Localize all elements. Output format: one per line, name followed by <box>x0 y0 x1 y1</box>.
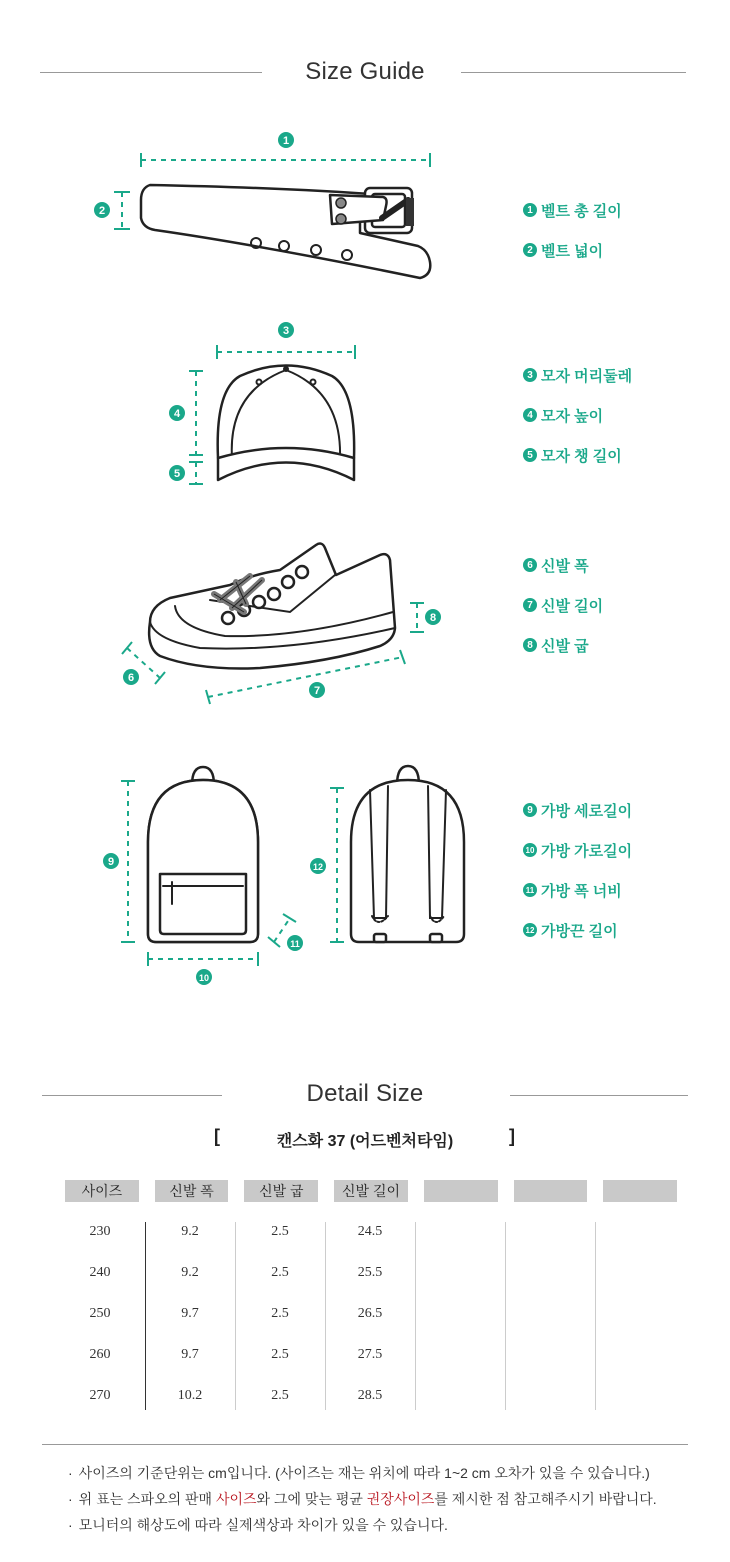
table-body <box>55 1222 685 1427</box>
cell <box>595 1386 685 1427</box>
header-cell-length: 신발 길이 <box>334 1180 408 1202</box>
cell: 25.5 <box>357 1265 383 1280</box>
legend-belt <box>523 190 622 270</box>
marker-10: 10 <box>198 973 210 983</box>
cell: 28.5 <box>357 1388 383 1403</box>
column-divider <box>325 1222 326 1410</box>
cell: 26.5 <box>357 1306 383 1321</box>
size-table <box>55 1180 685 1427</box>
cell: 2.5 <box>271 1347 289 1362</box>
marker-6: 6 <box>127 672 135 684</box>
header-cell-empty <box>603 1180 677 1202</box>
marker-8: 8 <box>429 612 437 624</box>
marker-12: 12 <box>312 862 324 872</box>
legend-item <box>523 190 622 230</box>
marker-1: 1 <box>282 135 290 147</box>
legend-number-icon: 6 <box>523 558 537 572</box>
column-divider <box>235 1222 236 1410</box>
cell: 2.5 <box>271 1224 289 1239</box>
header-cell-heel: 신발 굽 <box>244 1180 318 1202</box>
legend-number-icon: 3 <box>523 368 537 382</box>
table-header <box>55 1180 685 1202</box>
legend-item <box>523 870 632 910</box>
legend-label: 신발 길이 <box>541 597 604 615</box>
note-text: 모니터의 해상도에 따라 실제색상과 차이가 있을 수 있습니다. <box>78 1517 448 1533</box>
legend-item <box>523 545 603 585</box>
cell <box>595 1263 685 1304</box>
cell <box>505 1386 595 1427</box>
detail-size-title: Detail Size <box>306 1080 424 1107</box>
cell: 260 <box>89 1347 111 1362</box>
marker-7: 7 <box>313 685 321 697</box>
note-text: 위 표는 스파오의 판매 <box>78 1491 216 1507</box>
legend-label: 모자 머리둘레 <box>541 367 633 385</box>
legend-label: 신발 폭 <box>541 557 589 575</box>
note-2 <box>68 1488 657 1514</box>
cell <box>505 1345 595 1386</box>
cell: 10.2 <box>177 1388 203 1403</box>
legend-label: 신발 굽 <box>541 637 589 655</box>
header-cell-empty <box>514 1180 588 1202</box>
legend-shoe <box>523 545 603 665</box>
bullet: · <box>68 1491 73 1507</box>
bracket-open: [ <box>214 1126 220 1146</box>
table-row <box>55 1386 685 1427</box>
legend-number-icon: 12 <box>523 923 537 937</box>
bullet: · <box>68 1465 73 1481</box>
note-text: 사이즈의 기준단위는 cm입니다. (사이즈는 재는 위치에 따라 1~2 cm 오차가 있을 수 있습니다.) <box>78 1465 650 1481</box>
cell: 2.5 <box>271 1388 289 1403</box>
marker-9: 9 <box>107 856 115 868</box>
header-cell-empty <box>424 1180 498 1202</box>
legend-item <box>523 830 632 870</box>
legend-label: 가방 가로길이 <box>541 842 633 860</box>
table-row <box>55 1263 685 1304</box>
backpack-front-illustration <box>121 767 296 966</box>
cell: 230 <box>89 1224 111 1239</box>
table-row <box>55 1304 685 1345</box>
legend-number-icon: 4 <box>523 408 537 422</box>
legend-label: 가방끈 길이 <box>541 922 618 940</box>
bullet: · <box>68 1517 73 1533</box>
belt-illustration <box>114 153 430 278</box>
cell <box>595 1345 685 1386</box>
table-row <box>55 1345 685 1386</box>
bracket-close: ] <box>509 1126 515 1146</box>
note-text: 와 그에 맞는 평균 <box>256 1491 367 1507</box>
cell <box>505 1222 595 1263</box>
header-cell-width: 신발 폭 <box>155 1180 229 1202</box>
legend-label: 벨트 넓이 <box>541 242 604 260</box>
note-text: 를 제시한 점 참고해주시기 바랍니다. <box>434 1491 657 1507</box>
cell <box>595 1222 685 1263</box>
marker-4: 4 <box>173 408 181 420</box>
legend-label: 가방 세로길이 <box>541 802 633 820</box>
legend-cap <box>523 355 632 475</box>
cell: 2.5 <box>271 1265 289 1280</box>
legend-item <box>523 625 603 665</box>
column-divider <box>145 1222 146 1410</box>
size-guide-title: Size Guide <box>305 58 425 85</box>
marker-2: 2 <box>98 205 106 217</box>
legend-label: 가방 폭 너비 <box>541 882 622 900</box>
legend-item <box>523 230 622 270</box>
table-row <box>55 1222 685 1263</box>
cell: 270 <box>89 1388 111 1403</box>
product-name: 캔스화 37 (어드벤처타임) <box>276 1133 454 1150</box>
cell: 2.5 <box>271 1306 289 1321</box>
legend-label: 모자 챙 길이 <box>541 447 622 465</box>
note-highlight: 사이즈 <box>215 1491 257 1507</box>
legend-item <box>523 355 632 395</box>
legend-number-icon: 10 <box>523 843 537 857</box>
detail-rule-right <box>510 1095 688 1096</box>
legend-number-icon: 1 <box>523 203 537 217</box>
legend-number-icon: 5 <box>523 448 537 462</box>
legend-number-icon: 7 <box>523 598 537 612</box>
legend-bag <box>523 790 632 950</box>
legend-number-icon: 8 <box>523 638 537 652</box>
cell: 250 <box>89 1306 111 1321</box>
legend-item <box>523 435 632 475</box>
note-3 <box>68 1514 657 1540</box>
notes-rule <box>42 1444 688 1445</box>
marker-5: 5 <box>173 468 181 480</box>
note-highlight: 권장사이즈 <box>366 1491 435 1507</box>
column-divider <box>505 1222 506 1410</box>
cell <box>595 1304 685 1345</box>
cell <box>415 1222 505 1263</box>
header-cell-size: 사이즈 <box>65 1180 139 1202</box>
notes <box>68 1462 657 1540</box>
note-1 <box>68 1462 657 1488</box>
legend-number-icon: 11 <box>523 883 537 897</box>
shoe-illustration <box>122 544 424 704</box>
column-divider <box>415 1222 416 1410</box>
cell: 9.7 <box>181 1306 199 1321</box>
cell <box>415 1386 505 1427</box>
column-divider <box>595 1222 596 1410</box>
backpack-back-illustration <box>330 766 464 942</box>
marker-3: 3 <box>282 325 290 337</box>
cell <box>415 1304 505 1345</box>
legend-item <box>523 395 632 435</box>
legend-label: 벨트 총 길이 <box>541 202 622 220</box>
cell <box>415 1263 505 1304</box>
cell: 9.7 <box>181 1347 199 1362</box>
cell: 9.2 <box>181 1265 199 1280</box>
legend-item <box>523 790 632 830</box>
cell <box>505 1263 595 1304</box>
legend-item <box>523 910 632 950</box>
cell: 24.5 <box>357 1224 383 1239</box>
legend-number-icon: 2 <box>523 243 537 257</box>
cap-illustration <box>189 345 355 484</box>
cell: 9.2 <box>181 1224 199 1239</box>
legend-number-icon: 9 <box>523 803 537 817</box>
legend-item <box>523 585 603 625</box>
cell <box>415 1345 505 1386</box>
cell <box>505 1304 595 1345</box>
cell: 240 <box>89 1265 111 1280</box>
cell: 27.5 <box>357 1347 383 1362</box>
legend-label: 모자 높이 <box>541 407 604 425</box>
marker-11: 11 <box>290 939 300 949</box>
